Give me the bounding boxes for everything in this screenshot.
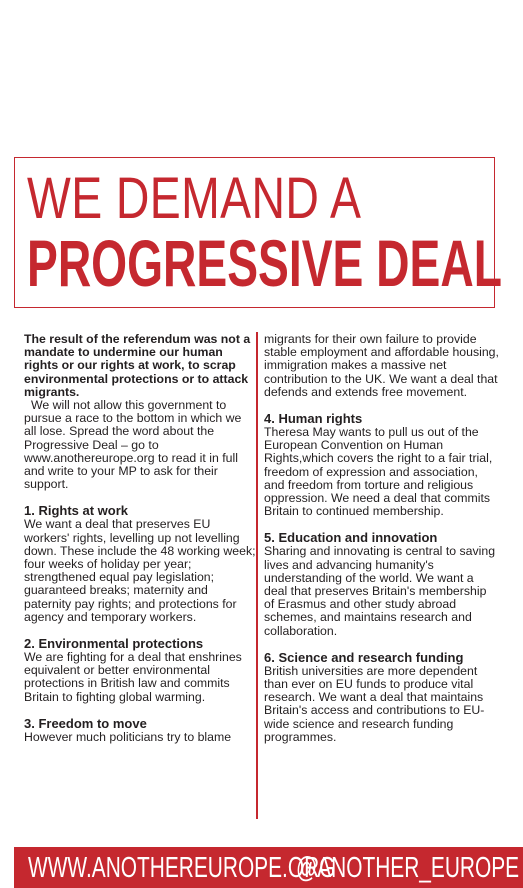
- section-science-research-funding: [264, 650, 500, 744]
- section-heading: 3. Freedom to move: [24, 715, 147, 731]
- intro-body: We will not allow this government to pursue a race to the bottom in which we all lose. Spread the word about the Progressive Deal – go to www.anothereurope.org to read it in full and write to your MP to ask for their support.: [24, 398, 242, 492]
- section-body: British universities are more dependent than ever on EU funds to produce vital research. We want a deal that maintains Britain's access and contributions to EU-wide science and research funding programmes.: [264, 663, 485, 744]
- title-line-1: WE DEMAND A: [27, 166, 362, 231]
- title-box: [14, 157, 502, 308]
- section-body: Sharing and innovating is central to saving lives and advancing humanity's understanding of the world. We want a deal that preserves Britain's membership of Erasmus and other study abroad schemes, and maintains research and collaboration.: [264, 544, 496, 638]
- footer-banner: [14, 847, 523, 888]
- title-line-2: PROGRESSIVE DEAL: [27, 226, 502, 300]
- section-body: We are fighting for a deal that enshrines equivalent or better environmental protections in British law and commits Britain to fighting global warming.: [24, 650, 242, 704]
- section-freedom-to-move-continued: [264, 333, 500, 399]
- section-heading: 4. Human rights: [264, 411, 363, 427]
- column-divider: [256, 332, 258, 819]
- left-column: [24, 333, 256, 744]
- section-human-rights: [264, 411, 500, 518]
- section-body: Theresa May wants to pull us out of the European Convention on Human Rights,which covers the right to a fair trial, freedom of expression and association, and freedom from torture and religious oppression. We need a deal that commits Britain to continued membership.: [264, 425, 493, 519]
- section-education-innovation: [264, 530, 500, 637]
- section-heading: 6. Science and research funding: [264, 649, 464, 665]
- section-heading: 1. Rights at work: [24, 503, 129, 519]
- intro-bold: The result of the referendum was not a mandate to undermine our human rights or our rights at work, to scrap environmental protections or to attack migrants.: [24, 332, 251, 399]
- footer-social-handle[interactable]: @ANOTHER_EUROPE: [296, 852, 520, 884]
- section-body: However much politicians try to blame: [24, 729, 232, 744]
- footer-website-link[interactable]: WWW.ANOTHEREUROPE.ORG: [28, 852, 336, 884]
- right-column: [264, 333, 500, 744]
- section-environmental-protections: [24, 636, 256, 704]
- section-rights-at-work: [24, 503, 256, 624]
- section-body: We want a deal that preserves EU workers' rights, levelling up not levelling down. These include the 48 working week; four weeks of holiday per year; strengthened equal pay legislation; guaranteed breaks; maternity and paternity pay rights; and protections for agency and temporary workers.: [24, 517, 256, 624]
- section-freedom-to-move: [24, 716, 256, 744]
- section-heading: 2. Environmental protections: [24, 636, 204, 652]
- section-body: migrants for their own failure to provide stable employment and affordable housing, immigration makes a massive net contribution to the UK. We want a deal that defends and extends free movement.: [264, 332, 499, 399]
- section-heading: 5. Education and innovation: [264, 530, 438, 546]
